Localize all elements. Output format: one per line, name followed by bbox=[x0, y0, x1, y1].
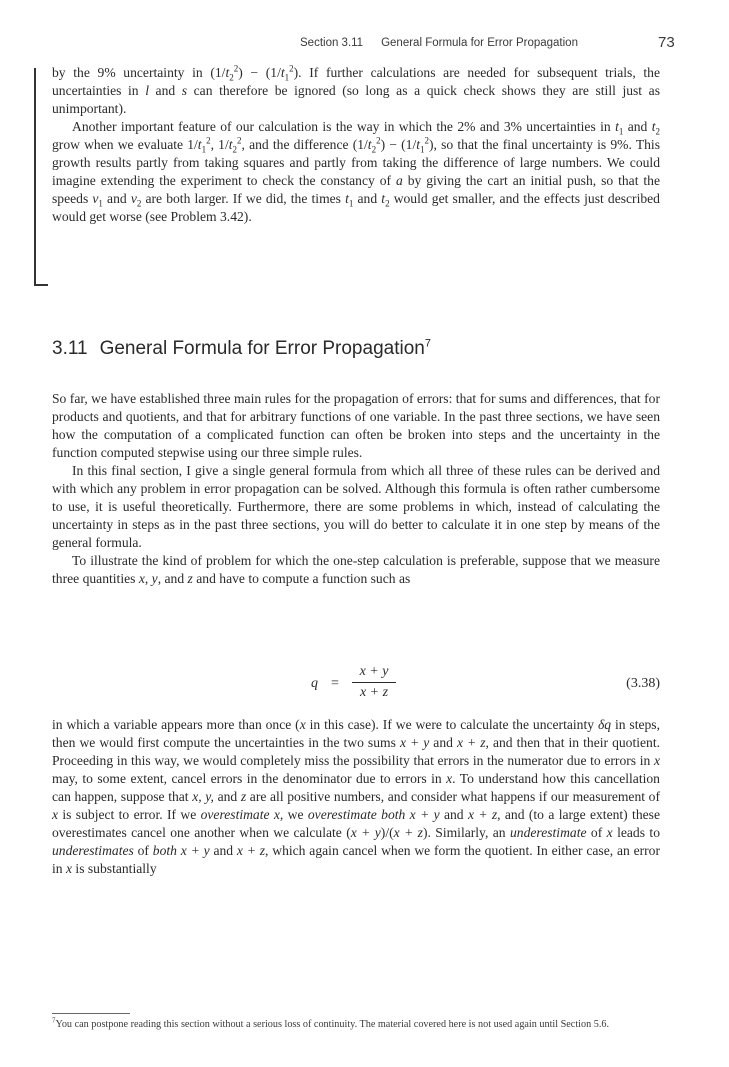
body-text-block bbox=[52, 390, 660, 589]
page-number: 73 bbox=[658, 34, 675, 51]
paragraph: So far, we have established three main rules for the propagation of errors: that for sums and differences, that for products and quotients, and that for arbitrary functions of one variable. In the past three sections, we have seen how the computation of a complicated function can often be broken into steps and the uncertainty in the function computed stepwise using our three simple rules. bbox=[52, 391, 660, 461]
paragraph: in which a variable appears more than once (x in this case). If we were to calculate the uncertainty δq in steps, then we would first compute the uncertainties in the two sums x + y and x + z, and then that in their quotient. Proceeding in this way, we would completely miss the possibility that errors in the numerator due to errors in x may, to some extent, cancel errors in the denominator due to errors in x. To understand how this cancellation can happen, suppose that x, y, and z are all positive numbers, and consider what happens if our measurement of x is subject to error. If we overestimate x, we overestimate both x + y and x + z, and (to a large extent) these overestimates cancel one another when we calculate (x + y)/(x + z). Similarly, an underestimate of x leads to underestimates of both x + y and x + z, which again cancel when we form the quotient. In either case, an error in x is substantially bbox=[52, 717, 661, 877]
section-title: General Formula for Error Propagation bbox=[99, 338, 425, 359]
continued-paragraph: by the 9% uncertainty in $(1/t_2^2) - (1/t_1^2)$. If further calculations are needed for subsequent trials, the uncertainties in l and s can therefore be ignored (so long as a quick check shows they are still just as unimportant). bbox=[52, 63, 660, 117]
footnote-text: You can postpone reading this section without a serious loss of continuity. The material covered here is not used again until Section 5.6. bbox=[55, 1019, 610, 1030]
top-text-block bbox=[52, 64, 660, 226]
footnote-marker: 7 bbox=[424, 337, 431, 350]
paragraph: Another important feature of our calculation is the way in which the 2% and 3% uncertainties in $t_1$ and $t_2$ grow when we evaluate $1/t_1^2$, $1/t_2^2$, and the difference $(1/t_2^2) - (1/t_1^2)$, so that the final uncertainty is 9%. This growth results partly from taking squares and partly from taking the difference of large numbers. We could imagine extending the experiment to check the constancy of a by giving the cart an initial push, so that the speeds $v_1$ and $v_2$ are both larger. If we did, the times $t_1$ and $t_2$ would get smaller, and the effects just described would get worse (see Problem 3.42). bbox=[52, 119, 660, 225]
fraction-bar bbox=[352, 682, 396, 683]
margin-bar-foot bbox=[34, 284, 48, 286]
equation-fraction bbox=[352, 664, 396, 701]
lower-text-block bbox=[52, 716, 660, 878]
section-heading bbox=[52, 338, 431, 360]
equation-equals: = bbox=[331, 676, 339, 691]
running-head-title: General Formula for Error Propagation bbox=[381, 37, 578, 49]
section-number: 3.11 bbox=[52, 338, 88, 359]
paragraph: To illustrate the kind of problem for which the one-step calculation is preferable, suppose that we measure three quantities x, y, and z and have to compute a function such as bbox=[52, 553, 660, 587]
running-head bbox=[300, 37, 578, 49]
footnote-mark: 7 bbox=[52, 1016, 56, 1025]
footnote bbox=[52, 1018, 660, 1032]
footnote-rule bbox=[52, 1013, 130, 1014]
paragraph: In this final section, I give a single general formula from which all three of these rules can be derived and with which any problem in error propagation can be solved. Although this formula is often rather cumbersome to use, it is useful theoretically. Furthermore, there are some problems in which, instead of calculating the uncertainty in steps as in the past three sections, you will do better to calculate it in one step by means of the general formula. bbox=[52, 463, 660, 551]
equation-numerator: x + y bbox=[359, 664, 389, 679]
running-head-section: Section 3.11 bbox=[300, 37, 364, 49]
equation-label: (3.38) bbox=[626, 676, 660, 691]
equation-lhs: q bbox=[311, 676, 318, 691]
equation-denominator: x + z bbox=[359, 685, 389, 700]
margin-bar bbox=[34, 68, 36, 285]
equation bbox=[52, 658, 660, 708]
